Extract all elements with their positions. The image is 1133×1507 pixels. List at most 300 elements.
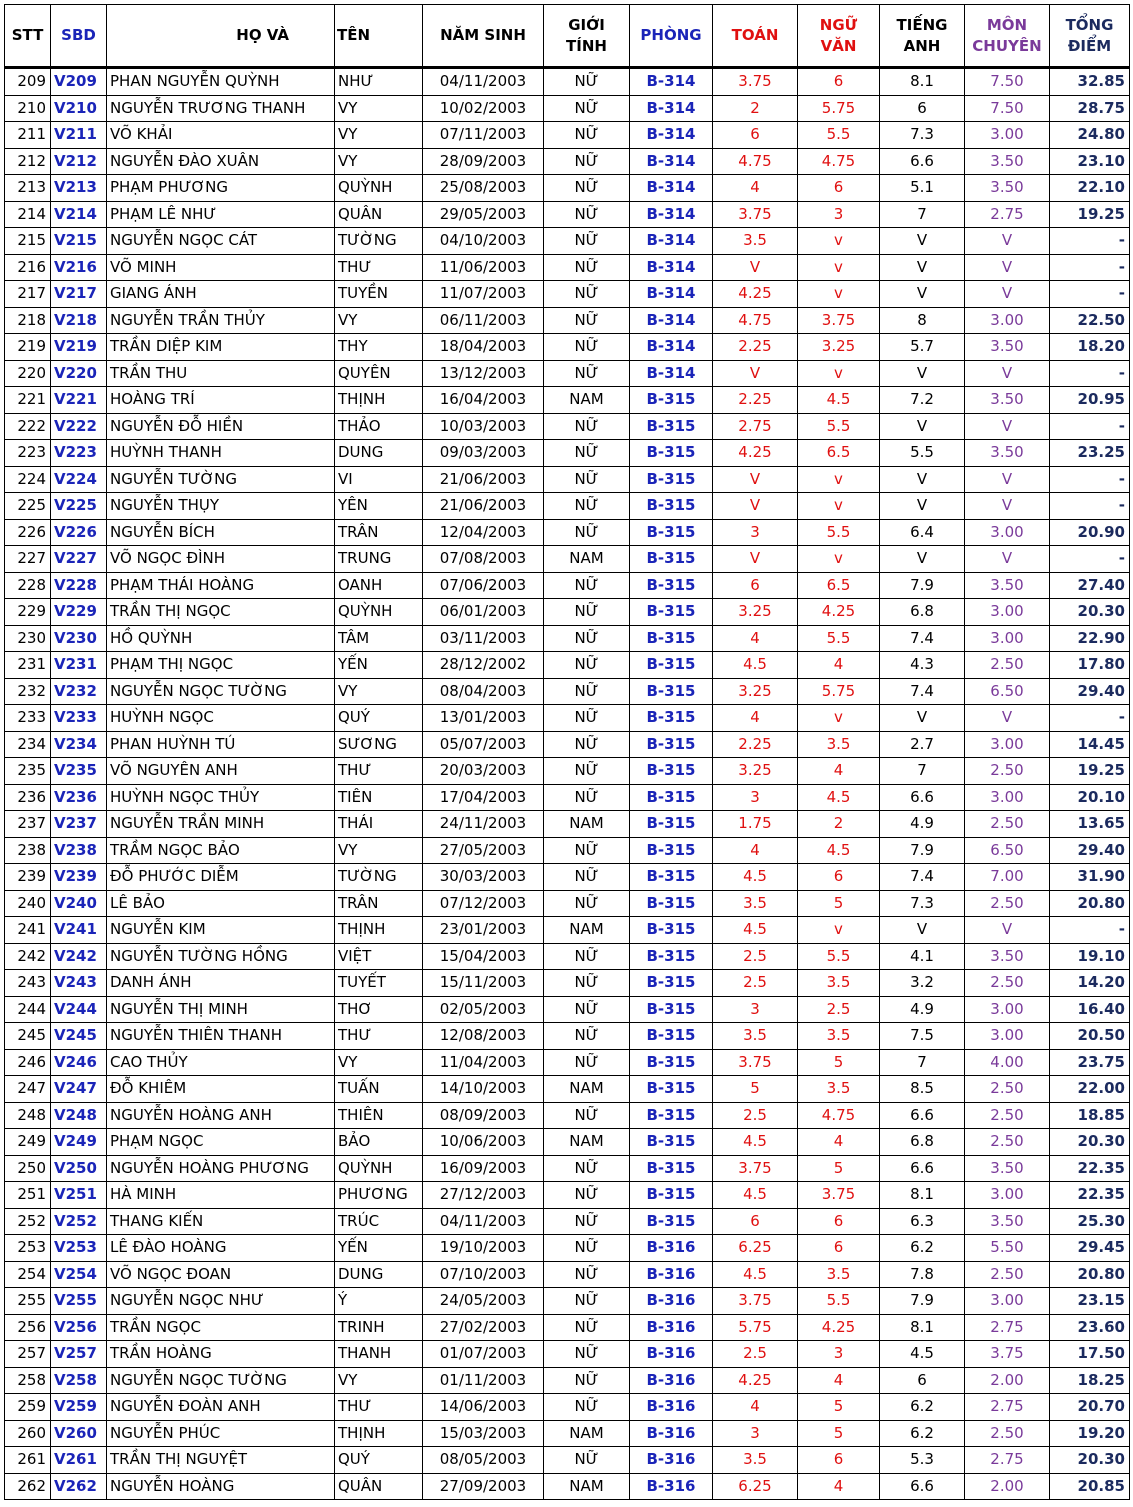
- cell-stt: 248: [5, 1102, 51, 1129]
- cell-ho-va: NGUYỄN PHÚC: [107, 1420, 335, 1447]
- cell-gioi-tinh: NAM: [544, 546, 630, 573]
- cell-ngu-van: 4.5: [798, 784, 880, 811]
- cell-tieng-anh: 6.6: [880, 1155, 965, 1182]
- cell-tong-diem: 29.40: [1050, 837, 1130, 864]
- cell-sbd: V234: [51, 731, 107, 758]
- cell-gioi-tinh: NỮ: [544, 1235, 630, 1262]
- cell-ho-va: VÕ NGUYÊN ANH: [107, 758, 335, 785]
- table-row: [5, 1235, 1130, 1262]
- cell-sbd: V243: [51, 970, 107, 997]
- cell-sbd: V229: [51, 599, 107, 626]
- table-row: [5, 254, 1130, 281]
- cell-stt: 259: [5, 1394, 51, 1421]
- cell-stt: 232: [5, 678, 51, 705]
- cell-stt: 233: [5, 705, 51, 732]
- cell-ngu-van: 5: [798, 1394, 880, 1421]
- cell-stt: 254: [5, 1261, 51, 1288]
- table-row: [5, 1102, 1130, 1129]
- cell-stt: 258: [5, 1367, 51, 1394]
- cell-toan: 4.5: [713, 1129, 798, 1156]
- cell-toan: V: [713, 466, 798, 493]
- cell-tong-diem: 29.45: [1050, 1235, 1130, 1262]
- cell-phong: B-315: [630, 890, 713, 917]
- cell-mon-chuyen: 3.50: [965, 572, 1050, 599]
- cell-toan: 6: [713, 122, 798, 149]
- cell-phong: B-314: [630, 281, 713, 308]
- cell-tieng-anh: 7.9: [880, 1288, 965, 1315]
- cell-toan: 4.25: [713, 440, 798, 467]
- cell-gioi-tinh: NỮ: [544, 307, 630, 334]
- cell-ten: THƯ: [335, 1023, 423, 1050]
- cell-stt: 244: [5, 996, 51, 1023]
- table-row: [5, 970, 1130, 997]
- cell-ho-va: NGUYỄN ĐOÀN ANH: [107, 1394, 335, 1421]
- cell-stt: 215: [5, 228, 51, 255]
- cell-nam-sinh: 07/10/2003: [423, 1261, 544, 1288]
- cell-tieng-anh: 6.4: [880, 519, 965, 546]
- cell-sbd: V231: [51, 652, 107, 679]
- cell-gioi-tinh: NỮ: [544, 1049, 630, 1076]
- cell-phong: B-315: [630, 837, 713, 864]
- cell-mon-chuyen: 2.50: [965, 652, 1050, 679]
- cell-mon-chuyen: 3.50: [965, 148, 1050, 175]
- cell-toan: 4.75: [713, 148, 798, 175]
- cell-ho-va: NGUYỄN TƯỜNG HỒNG: [107, 943, 335, 970]
- cell-ngu-van: 6: [798, 1447, 880, 1474]
- cell-ten: DUNG: [335, 440, 423, 467]
- cell-toan: 3.75: [713, 1049, 798, 1076]
- cell-gioi-tinh: NỮ: [544, 572, 630, 599]
- cell-sbd: V247: [51, 1076, 107, 1103]
- cell-tong-diem: 27.40: [1050, 572, 1130, 599]
- cell-ho-va: HOÀNG TRÍ: [107, 387, 335, 414]
- cell-toan: 3.25: [713, 758, 798, 785]
- cell-stt: 236: [5, 784, 51, 811]
- cell-nam-sinh: 15/04/2003: [423, 943, 544, 970]
- cell-mon-chuyen: 6.50: [965, 678, 1050, 705]
- cell-mon-chuyen: 3.75: [965, 1341, 1050, 1368]
- cell-ten: TUẤN: [335, 1076, 423, 1103]
- cell-tieng-anh: 8.1: [880, 1182, 965, 1209]
- cell-gioi-tinh: NỮ: [544, 1155, 630, 1182]
- cell-gioi-tinh: NAM: [544, 387, 630, 414]
- cell-stt: 221: [5, 387, 51, 414]
- cell-toan: 3.5: [713, 1023, 798, 1050]
- cell-sbd: V260: [51, 1420, 107, 1447]
- cell-mon-chuyen: V: [965, 254, 1050, 281]
- cell-ngu-van: 3.5: [798, 970, 880, 997]
- cell-stt: 212: [5, 148, 51, 175]
- cell-tong-diem: 20.30: [1050, 1129, 1130, 1156]
- cell-stt: 247: [5, 1076, 51, 1103]
- cell-nam-sinh: 07/12/2003: [423, 890, 544, 917]
- cell-sbd: V254: [51, 1261, 107, 1288]
- cell-nam-sinh: 14/10/2003: [423, 1076, 544, 1103]
- cell-gioi-tinh: NỮ: [544, 970, 630, 997]
- cell-nam-sinh: 10/03/2003: [423, 413, 544, 440]
- cell-tieng-anh: 6.2: [880, 1420, 965, 1447]
- cell-ngu-van: 3.75: [798, 1182, 880, 1209]
- cell-nam-sinh: 27/12/2003: [423, 1182, 544, 1209]
- cell-gioi-tinh: NỮ: [544, 731, 630, 758]
- header-tong-diem: TỔNG ĐIỂM: [1050, 5, 1130, 68]
- cell-ten: QUYÊN: [335, 360, 423, 387]
- cell-ngu-van: v: [798, 254, 880, 281]
- cell-ho-va: TRẦN THỊ NGUYỆT: [107, 1447, 335, 1474]
- cell-tong-diem: -: [1050, 360, 1130, 387]
- cell-mon-chuyen: 3.00: [965, 731, 1050, 758]
- cell-sbd: V241: [51, 917, 107, 944]
- cell-sbd: V261: [51, 1447, 107, 1474]
- cell-tieng-anh: 4.9: [880, 996, 965, 1023]
- cell-ten: TIÊN: [335, 784, 423, 811]
- cell-ho-va: TRẦM NGỌC BẢO: [107, 837, 335, 864]
- header-stt: STT: [5, 5, 51, 68]
- cell-tieng-anh: 5.1: [880, 175, 965, 202]
- cell-stt: 261: [5, 1447, 51, 1474]
- cell-phong: B-316: [630, 1394, 713, 1421]
- table-row: [5, 1314, 1130, 1341]
- cell-tong-diem: 20.80: [1050, 890, 1130, 917]
- cell-ho-va: PHẠM NGỌC: [107, 1129, 335, 1156]
- cell-stt: 250: [5, 1155, 51, 1182]
- cell-ten: TƯỜNG: [335, 864, 423, 891]
- cell-ngu-van: 5: [798, 1049, 880, 1076]
- cell-ho-va: PHẠM THỊ NGỌC: [107, 652, 335, 679]
- cell-sbd: V248: [51, 1102, 107, 1129]
- table-row: [5, 148, 1130, 175]
- table-row: [5, 519, 1130, 546]
- cell-phong: B-314: [630, 334, 713, 361]
- cell-ngu-van: 6: [798, 1208, 880, 1235]
- cell-sbd: V209: [51, 68, 107, 96]
- cell-phong: B-315: [630, 387, 713, 414]
- cell-ngu-van: v: [798, 228, 880, 255]
- cell-nam-sinh: 21/06/2003: [423, 466, 544, 493]
- cell-tieng-anh: 6.6: [880, 148, 965, 175]
- table-row: [5, 122, 1130, 149]
- cell-phong: B-315: [630, 466, 713, 493]
- cell-sbd: V213: [51, 175, 107, 202]
- cell-gioi-tinh: NỮ: [544, 1341, 630, 1368]
- cell-toan: 3.25: [713, 599, 798, 626]
- cell-nam-sinh: 14/06/2003: [423, 1394, 544, 1421]
- cell-nam-sinh: 07/06/2003: [423, 572, 544, 599]
- cell-gioi-tinh: NỮ: [544, 148, 630, 175]
- cell-gioi-tinh: NỮ: [544, 360, 630, 387]
- cell-stt: 219: [5, 334, 51, 361]
- cell-sbd: V215: [51, 228, 107, 255]
- cell-phong: B-315: [630, 652, 713, 679]
- cell-nam-sinh: 21/06/2003: [423, 493, 544, 520]
- cell-nam-sinh: 01/07/2003: [423, 1341, 544, 1368]
- cell-ten: TUYỀN: [335, 281, 423, 308]
- cell-stt: 209: [5, 68, 51, 96]
- cell-phong: B-316: [630, 1314, 713, 1341]
- cell-gioi-tinh: NỮ: [544, 1367, 630, 1394]
- cell-tong-diem: -: [1050, 413, 1130, 440]
- cell-nam-sinh: 01/11/2003: [423, 1367, 544, 1394]
- cell-ngu-van: 6: [798, 864, 880, 891]
- cell-toan: V: [713, 254, 798, 281]
- cell-toan: 4.5: [713, 1261, 798, 1288]
- cell-phong: B-316: [630, 1420, 713, 1447]
- cell-sbd: V262: [51, 1473, 107, 1500]
- cell-tieng-anh: 6.2: [880, 1394, 965, 1421]
- cell-tong-diem: 20.90: [1050, 519, 1130, 546]
- cell-mon-chuyen: V: [965, 705, 1050, 732]
- cell-sbd: V226: [51, 519, 107, 546]
- cell-toan: 2.25: [713, 334, 798, 361]
- cell-mon-chuyen: 4.00: [965, 1049, 1050, 1076]
- cell-gioi-tinh: NỮ: [544, 519, 630, 546]
- cell-sbd: V251: [51, 1182, 107, 1209]
- cell-sbd: V219: [51, 334, 107, 361]
- cell-nam-sinh: 23/01/2003: [423, 917, 544, 944]
- cell-toan: 6.25: [713, 1235, 798, 1262]
- cell-mon-chuyen: 2.50: [965, 1129, 1050, 1156]
- cell-phong: B-315: [630, 705, 713, 732]
- cell-sbd: V228: [51, 572, 107, 599]
- cell-phong: B-315: [630, 1182, 713, 1209]
- cell-toan: 1.75: [713, 811, 798, 838]
- cell-tieng-anh: 6.8: [880, 599, 965, 626]
- cell-tong-diem: 23.25: [1050, 440, 1130, 467]
- cell-tieng-anh: 8.5: [880, 1076, 965, 1103]
- table-row: [5, 307, 1130, 334]
- table-row: [5, 890, 1130, 917]
- cell-tieng-anh: 4.5: [880, 1341, 965, 1368]
- cell-nam-sinh: 24/05/2003: [423, 1288, 544, 1315]
- cell-mon-chuyen: 2.50: [965, 758, 1050, 785]
- cell-ngu-van: 3.5: [798, 731, 880, 758]
- cell-nam-sinh: 11/07/2003: [423, 281, 544, 308]
- cell-tong-diem: 22.35: [1050, 1155, 1130, 1182]
- cell-nam-sinh: 10/06/2003: [423, 1129, 544, 1156]
- cell-nam-sinh: 05/07/2003: [423, 731, 544, 758]
- cell-ngu-van: v: [798, 917, 880, 944]
- cell-tieng-anh: 7.9: [880, 837, 965, 864]
- cell-nam-sinh: 15/11/2003: [423, 970, 544, 997]
- cell-phong: B-315: [630, 970, 713, 997]
- cell-phong: B-315: [630, 943, 713, 970]
- cell-toan: 3.5: [713, 890, 798, 917]
- cell-toan: 3.75: [713, 201, 798, 228]
- cell-stt: 218: [5, 307, 51, 334]
- cell-nam-sinh: 24/11/2003: [423, 811, 544, 838]
- table-row: [5, 493, 1130, 520]
- cell-ho-va: HỒ QUỲNH: [107, 625, 335, 652]
- cell-ho-va: ĐỖ KHIÊM: [107, 1076, 335, 1103]
- header-ngu-van: NGỮ VĂN: [798, 5, 880, 68]
- cell-stt: 253: [5, 1235, 51, 1262]
- cell-ngu-van: 5.5: [798, 413, 880, 440]
- cell-gioi-tinh: NỮ: [544, 440, 630, 467]
- cell-ten: VY: [335, 95, 423, 122]
- cell-stt: 216: [5, 254, 51, 281]
- cell-ngu-van: 5.5: [798, 122, 880, 149]
- cell-toan: 4: [713, 1394, 798, 1421]
- cell-toan: 4.5: [713, 917, 798, 944]
- cell-toan: 4.25: [713, 1367, 798, 1394]
- cell-gioi-tinh: NỮ: [544, 1288, 630, 1315]
- cell-tong-diem: 25.30: [1050, 1208, 1130, 1235]
- cell-toan: 4.5: [713, 652, 798, 679]
- cell-ngu-van: 4.75: [798, 1102, 880, 1129]
- cell-ngu-van: 5.75: [798, 95, 880, 122]
- cell-ngu-van: 4.25: [798, 1314, 880, 1341]
- cell-gioi-tinh: NỮ: [544, 1102, 630, 1129]
- cell-tong-diem: 19.25: [1050, 758, 1130, 785]
- cell-mon-chuyen: 2.75: [965, 1447, 1050, 1474]
- cell-ten: VY: [335, 1049, 423, 1076]
- cell-sbd: V220: [51, 360, 107, 387]
- cell-ho-va: LÊ ĐÀO HOÀNG: [107, 1235, 335, 1262]
- cell-ngu-van: v: [798, 360, 880, 387]
- cell-tieng-anh: 7.8: [880, 1261, 965, 1288]
- cell-ngu-van: 5.5: [798, 943, 880, 970]
- cell-gioi-tinh: NỮ: [544, 201, 630, 228]
- cell-ho-va: NGUYỄN THỤY: [107, 493, 335, 520]
- cell-tieng-anh: V: [880, 360, 965, 387]
- cell-ngu-van: 3.5: [798, 1023, 880, 1050]
- cell-ho-va: NGUYỄN HOÀNG ANH: [107, 1102, 335, 1129]
- cell-tieng-anh: 6.8: [880, 1129, 965, 1156]
- cell-phong: B-314: [630, 175, 713, 202]
- table-row: [5, 360, 1130, 387]
- cell-phong: B-314: [630, 307, 713, 334]
- cell-mon-chuyen: 3.50: [965, 175, 1050, 202]
- cell-sbd: V233: [51, 705, 107, 732]
- cell-ten: THY: [335, 334, 423, 361]
- cell-nam-sinh: 08/09/2003: [423, 1102, 544, 1129]
- table-row: [5, 546, 1130, 573]
- table-row: [5, 811, 1130, 838]
- cell-stt: 251: [5, 1182, 51, 1209]
- cell-ngu-van: 3: [798, 201, 880, 228]
- cell-tieng-anh: 5.3: [880, 1447, 965, 1474]
- cell-mon-chuyen: 2.50: [965, 811, 1050, 838]
- cell-tieng-anh: V: [880, 228, 965, 255]
- cell-ho-va: DANH ÁNH: [107, 970, 335, 997]
- cell-tieng-anh: 8: [880, 307, 965, 334]
- cell-mon-chuyen: 2.50: [965, 1420, 1050, 1447]
- cell-ngu-van: 3.5: [798, 1261, 880, 1288]
- cell-phong: B-316: [630, 1473, 713, 1500]
- cell-ngu-van: v: [798, 466, 880, 493]
- table-row: [5, 1261, 1130, 1288]
- cell-gioi-tinh: NỮ: [544, 1447, 630, 1474]
- table-row: [5, 334, 1130, 361]
- cell-ngu-van: 4.75: [798, 148, 880, 175]
- cell-ten: Ý: [335, 1288, 423, 1315]
- cell-gioi-tinh: NỮ: [544, 1314, 630, 1341]
- cell-stt: 235: [5, 758, 51, 785]
- cell-stt: 220: [5, 360, 51, 387]
- cell-tieng-anh: 6: [880, 95, 965, 122]
- cell-ho-va: TRẦN NGỌC: [107, 1314, 335, 1341]
- cell-gioi-tinh: NỮ: [544, 943, 630, 970]
- table-row: [5, 758, 1130, 785]
- cell-toan: 4: [713, 705, 798, 732]
- cell-tong-diem: 13.65: [1050, 811, 1130, 838]
- cell-ho-va: CAO THỦY: [107, 1049, 335, 1076]
- cell-mon-chuyen: 3.50: [965, 387, 1050, 414]
- cell-phong: B-315: [630, 546, 713, 573]
- cell-tong-diem: 18.25: [1050, 1367, 1130, 1394]
- cell-toan: 3: [713, 1420, 798, 1447]
- cell-ho-va: NGUYỄN NGỌC CÁT: [107, 228, 335, 255]
- cell-gioi-tinh: NAM: [544, 1076, 630, 1103]
- cell-toan: 6.25: [713, 1473, 798, 1500]
- cell-stt: 224: [5, 466, 51, 493]
- cell-nam-sinh: 29/05/2003: [423, 201, 544, 228]
- cell-phong: B-315: [630, 917, 713, 944]
- cell-ho-va: NGUYỄN TRẦN MINH: [107, 811, 335, 838]
- cell-stt: 227: [5, 546, 51, 573]
- cell-mon-chuyen: 3.50: [965, 1208, 1050, 1235]
- cell-sbd: V221: [51, 387, 107, 414]
- cell-tong-diem: 14.45: [1050, 731, 1130, 758]
- cell-ho-va: NGUYỄN KIM: [107, 917, 335, 944]
- cell-gioi-tinh: NỮ: [544, 678, 630, 705]
- cell-ngu-van: 3.75: [798, 307, 880, 334]
- header-sbd: SBD: [51, 5, 107, 68]
- table-row: [5, 1049, 1130, 1076]
- cell-nam-sinh: 07/08/2003: [423, 546, 544, 573]
- cell-tong-diem: 20.30: [1050, 599, 1130, 626]
- cell-tong-diem: 20.80: [1050, 1261, 1130, 1288]
- cell-mon-chuyen: 3.50: [965, 943, 1050, 970]
- table-row: [5, 387, 1130, 414]
- cell-tieng-anh: 4.3: [880, 652, 965, 679]
- cell-ho-va: TRẦN HOÀNG: [107, 1341, 335, 1368]
- header-ho: HỌ VÀ: [107, 5, 335, 68]
- cell-stt: 252: [5, 1208, 51, 1235]
- cell-sbd: V257: [51, 1341, 107, 1368]
- table-row: [5, 1420, 1130, 1447]
- cell-gioi-tinh: NAM: [544, 1473, 630, 1500]
- cell-gioi-tinh: NỮ: [544, 625, 630, 652]
- cell-nam-sinh: 16/04/2003: [423, 387, 544, 414]
- cell-toan: V: [713, 546, 798, 573]
- cell-ho-va: NGUYỄN NGỌC TƯỜNG: [107, 678, 335, 705]
- table-row: [5, 466, 1130, 493]
- cell-mon-chuyen: 3.00: [965, 784, 1050, 811]
- cell-stt: 245: [5, 1023, 51, 1050]
- table-row: [5, 413, 1130, 440]
- cell-toan: 5.75: [713, 1314, 798, 1341]
- cell-tong-diem: 20.10: [1050, 784, 1130, 811]
- cell-toan: 2.5: [713, 943, 798, 970]
- cell-ho-va: GIANG ÁNH: [107, 281, 335, 308]
- cell-mon-chuyen: 3.00: [965, 599, 1050, 626]
- cell-phong: B-315: [630, 784, 713, 811]
- cell-toan: 2.5: [713, 1102, 798, 1129]
- cell-mon-chuyen: 3.00: [965, 1023, 1050, 1050]
- cell-stt: 211: [5, 122, 51, 149]
- cell-tong-diem: 23.15: [1050, 1288, 1130, 1315]
- cell-nam-sinh: 07/11/2003: [423, 122, 544, 149]
- cell-sbd: V235: [51, 758, 107, 785]
- cell-ho-va: NGUYỄN THỊ MINH: [107, 996, 335, 1023]
- cell-toan: 6: [713, 1208, 798, 1235]
- cell-ho-va: NGUYỄN NGỌC TƯỜNG: [107, 1367, 335, 1394]
- cell-mon-chuyen: V: [965, 546, 1050, 573]
- cell-ho-va: NGUYỄN HOÀNG PHƯƠNG: [107, 1155, 335, 1182]
- cell-tong-diem: 32.85: [1050, 68, 1130, 96]
- cell-gioi-tinh: NAM: [544, 1420, 630, 1447]
